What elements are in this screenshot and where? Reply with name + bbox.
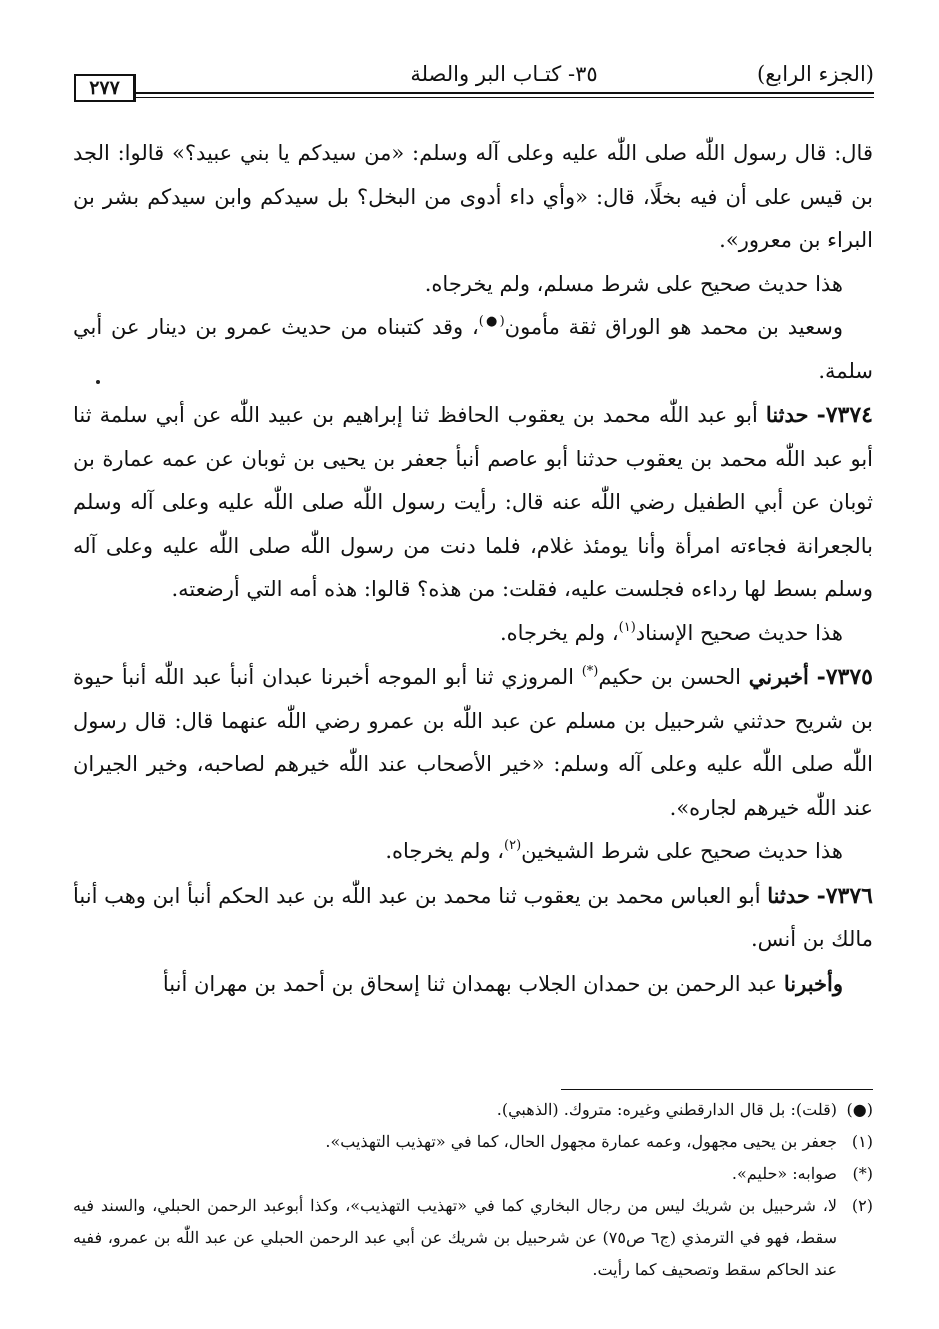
footnote xyxy=(73,1190,873,1286)
hadith-text: أبو عبد اللّٰه محمد بن يعقوب الحافظ ثنا إبراهيم بن عبيد اللّٰه عن أبي سلمة ثنا أبو عبد اللّٰه محمد بن يعقوب حدثنا أبو عاصم أنبأ جعفر بن يحيى بن ثوبان عن عمه عمارة بن ثوبان عن أبي الطفيل رضي اللّٰه عنه قال: رأيت رسول اللّٰه صلى اللّٰه عليه وعلى آله وسلم بالجعرانة فجاءته امرأة وأنا يومئذ غلام، فلما دنت من رسول اللّٰه صلى اللّٰه عليه وعلى آله وسلم بسط لها رداءه فجلست عليه، فقلت: من هذه؟ قالوا: هذه أمه التي أرضعته. xyxy=(73,403,873,601)
footnote-ref-star: (*) xyxy=(581,664,599,679)
footnote-mark: (●) xyxy=(846,1100,873,1119)
footnote-ref-1: (١) xyxy=(618,619,636,635)
print-speck xyxy=(96,380,100,384)
page-header xyxy=(74,56,874,104)
footnote-mark: (*) xyxy=(852,1164,873,1183)
hadith-text: أبو العباس محمد بن يعقوب ثنا محمد بن عبد اللّٰه بن عبد الحكم أنبأ ابن وهب أنبأ مالك بن أنس. xyxy=(73,883,873,951)
grading-text: هذا حديث صحيح الإسناد xyxy=(635,620,843,645)
hadith-number: ٧٣٧٤- xyxy=(816,402,873,428)
paragraph-grading xyxy=(73,830,873,874)
header-rule xyxy=(136,92,874,94)
volume-label: (الجزء الرابع) xyxy=(757,62,874,86)
grading-text: هذا حديث صحيح على شرط الشيخين xyxy=(521,839,843,863)
hadith-number: ٧٣٧٥- xyxy=(816,664,873,690)
hadith-lead-word: أخبرني xyxy=(748,664,809,689)
paragraph-narrator-note xyxy=(73,306,873,393)
grading-text-cont: ، ولم يخرجاه. xyxy=(385,839,505,863)
header-rule-thin xyxy=(136,97,874,98)
footnote xyxy=(73,1094,873,1126)
footnote xyxy=(73,1126,873,1158)
hadith-text-cont: المروزي ثنا أبو الموجه أخبرنا عبدان أنبأ عبد اللّٰه أنبأ حيوة بن شريح حدثني شرحبيل بن مسلم عن عبد اللّٰه بن عمرو رضي اللّٰه عنهما قال: قال رسول اللّٰه صلى اللّٰه عليه وعلى آله وسلم: «خير الأصحاب عند اللّٰه خيرهم لصاحبه، وخير الجيران عند اللّٰه خيرهم لجاره». xyxy=(73,665,873,820)
footnote-ref-2: (٢) xyxy=(504,838,522,853)
paragraph-chain xyxy=(73,962,873,1007)
footnote-text: (قلت): بل قال الدارقطني وغيره: متروك. (الذهبي). xyxy=(496,1100,837,1119)
hadith-7374 xyxy=(73,393,873,612)
narrator-note-text-cont: ، وقد كتبناه من حديث عمرو بن دينار عن أبي سلمة. xyxy=(73,315,873,383)
book-title: ٣٥- كتـاب البر والصلة xyxy=(410,62,598,86)
hadith-text: الحسن بن حكيم xyxy=(598,665,742,689)
paragraph-grading xyxy=(73,612,873,656)
grading-text-cont: ، ولم يخرجاه. xyxy=(499,620,619,645)
footnotes xyxy=(73,1094,873,1286)
main-text xyxy=(73,132,873,1006)
footnote-text: لا، شرحبيل بن شريك ليس من رجال البخاري كما في «تهذيب التهذيب»، وكذا أبوعبد الرحمن الحبلي، والسند فيه سقط، فهو في الترمذي (ج٦ ص٧٥) عن شرحبيل بن شريك عن أبي عبد الرحمن الحبلي عن عبد اللّٰه بن عمرو، ففيه عند الحاكم سقط وتصحيف كما رأيت. xyxy=(73,1196,838,1279)
footnote-mark: (٢) xyxy=(851,1196,873,1215)
footnote-ref-dot: (●) xyxy=(478,314,505,329)
hadith-lead-word: حدثنا xyxy=(765,402,809,427)
footnote xyxy=(73,1158,873,1190)
footnote-separator xyxy=(561,1089,873,1090)
hadith-lead-word: حدثنا xyxy=(767,882,810,908)
hadith-number: ٧٣٧٦- xyxy=(816,882,873,909)
hadith-7375 xyxy=(73,655,873,830)
footnote-text: جعفر بن يحيى مجهول، وعمه عمارة مجهول الحال، كما في «تهذيب التهذيب». xyxy=(325,1132,837,1151)
hadith-7376 xyxy=(73,874,873,962)
paragraph-quote: قال: قال رسول اللّٰه صلى اللّٰه عليه وعلى آله وسلم: «من سيدكم يا بني عبيد؟» قالوا: الجد بن قيس على أن فيه بخلًا، قال: «وأي داء أدوى من البخل؟ بل سيدكم وابن سيدكم بشر بن البراء بن معرور». xyxy=(73,141,873,252)
narrator-note-text: وسعيد بن محمد هو الوراق ثقة مأمون xyxy=(504,315,843,339)
page-number: ٢٧٧ xyxy=(74,74,136,102)
footnote-mark: (١) xyxy=(851,1132,873,1151)
paragraph-grading: هذا حديث صحيح على شرط مسلم، ولم يخرجاه. xyxy=(424,271,843,296)
chain-text: عبد الرحمن بن حمدان الجلاب بهمدان ثنا إسحاق بن أحمد بن مهران أنبأ xyxy=(162,971,778,996)
chain-lead-word: وأخبرنا xyxy=(783,970,843,996)
footnote-text: صوابه: «حليم». xyxy=(731,1164,837,1183)
